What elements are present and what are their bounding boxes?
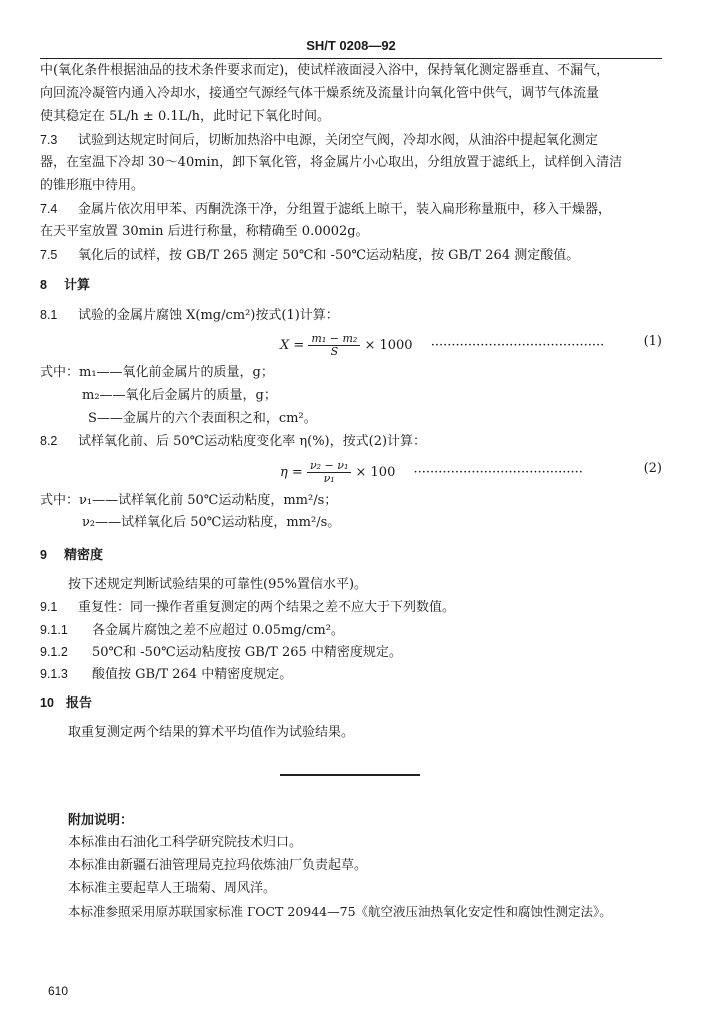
clause-7-3	[40, 131, 662, 150]
section-title: 计算	[64, 278, 91, 293]
clause-7-4	[40, 200, 662, 219]
equation-number: (2)	[643, 461, 662, 476]
clause-number: 9.1.1	[40, 623, 68, 637]
section-number: 8	[40, 278, 47, 292]
clause-text: 氧化后的试样，按 GB/T 265 测定 50℃和 -50℃运动粘度，按 GB/T 264 测定酸值。	[78, 248, 580, 263]
section-number: 10	[40, 696, 54, 710]
clause-8-1	[40, 306, 662, 325]
leader-dots: ·········································	[413, 465, 583, 480]
clause-text: 金属片依次用甲苯、丙酮洗涤干净，分组置于滤纸上晾干，装入扁形称量瓶中，移入干燥器，	[78, 202, 612, 217]
formula-multiplier: × 1000	[364, 338, 413, 353]
appendix-line: 本标准参照采用原苏联国家标准 ГОСТ 20944—75《航空液压油热氧化安定性和腐蚀性测定法》。	[68, 904, 612, 919]
formula-denominator: S	[330, 345, 339, 358]
clause-7-5	[40, 246, 662, 265]
clause-number: 9.1	[40, 600, 58, 614]
paragraph-line: 取重复测定两个结果的算术平均值作为试验结果。	[68, 725, 355, 740]
clause-number: 9.1.3	[40, 667, 68, 681]
formula-numerator: ν₂ − ν₁	[307, 460, 351, 473]
section-number: 9	[40, 548, 47, 562]
paragraph-line: 向回流冷凝管内通入冷却水，接通空气源经气体干燥系统及流量计向氧化管中供气，调节气体流量	[40, 86, 600, 101]
section-10-heading	[40, 694, 662, 713]
paragraph-line: 的锥形瓶中待用。	[40, 178, 145, 193]
where-line: ν₂——试样氧化后 50℃运动粘度，mm²/s。	[82, 515, 341, 530]
clause-text: 试验到达规定时间后，切断加热浴中电源，关闭空气阀，冷却水阀，从油浴中提起氧化测定	[78, 133, 599, 148]
appendix-line: 本标准由新疆石油管理局克拉玛依炼油厂负责起草。	[68, 858, 368, 873]
clause-text: 各金属片腐蚀之差不应超过 0.05mg/cm²。	[92, 623, 344, 638]
clause-text: 试样氧化前、后 50℃运动粘度变化率 η(%)，按式(2)计算：	[78, 434, 427, 449]
appendix-title: 附加说明：	[68, 813, 134, 828]
clause-number: 7.3	[40, 133, 58, 147]
section-9-heading	[40, 546, 662, 565]
formula-lhs: X =	[280, 338, 305, 353]
clause-9-1-2	[40, 643, 662, 662]
clause-text: 重复性：同一操作者重复测定的两个结果之差不应大于下列数值。	[78, 600, 456, 615]
leader-dots: ··········································	[430, 338, 605, 353]
end-of-text-rule	[280, 774, 420, 776]
paragraph-line: 使其稳定在 5L/h ± 0.1L/h，此时记下氧化时间。	[40, 109, 331, 124]
clause-number: 8.2	[40, 434, 58, 448]
clause-number: 8.1	[40, 308, 58, 322]
header-rule	[40, 58, 662, 59]
clause-text: 50℃和 -50℃运动粘度按 GB/T 265 中精密度规定。	[92, 645, 402, 660]
clause-9-1-3	[40, 665, 662, 684]
where-line: 式中：ν₁——试样氧化前 50℃运动粘度，mm²/s；	[40, 493, 338, 508]
section-title: 报告	[66, 696, 93, 711]
clause-9-1	[40, 598, 662, 617]
paragraph-line: 按下述规定判断试验结果的可靠性(95%置信水平)。	[68, 577, 368, 592]
clause-text: 试验的金属片腐蚀 X(mg/cm²)按式(1)计算：	[78, 308, 339, 323]
paragraph-line: 器，在室温下冷却 30～40min，卸下氧化管，将金属片小心取出，分组放置于滤纸上，试样倒入清洁	[40, 155, 623, 170]
clause-number: 9.1.2	[40, 645, 68, 659]
where-line: 式中：m₁——氧化前金属片的质量，g；	[40, 365, 274, 380]
clause-9-1-1	[40, 621, 662, 640]
formula-fraction	[308, 333, 360, 358]
appendix-line: 本标准主要起草人王瑞菊、周风洋。	[68, 881, 277, 896]
where-line: S——金属片的六个表面积之和，cm²。	[88, 411, 317, 426]
section-title: 精密度	[64, 548, 104, 563]
appendix-line: 本标准由石油化工科学研究院技术归口。	[68, 835, 303, 850]
formula-2	[280, 460, 662, 485]
paragraph-line: 在天平室放置 30min 后进行称量，称精确至 0.0002g。	[40, 224, 369, 239]
where-line: m₂——氧化后金属片的质量，g；	[82, 388, 277, 403]
equation-number: (1)	[643, 334, 662, 349]
section-8-heading	[40, 276, 662, 295]
formula-1	[280, 333, 662, 358]
formula-denominator: ν₁	[323, 472, 335, 485]
clause-8-2	[40, 432, 662, 451]
page-number: 610	[48, 984, 69, 998]
standard-code-header: SH/T 0208—92	[306, 38, 396, 53]
clause-number: 7.4	[40, 202, 58, 216]
clause-text: 酸值按 GB/T 264 中精密度规定。	[92, 667, 293, 682]
formula-multiplier: × 100	[355, 465, 396, 480]
formula-lhs: η =	[280, 465, 303, 480]
formula-numerator: m₁ − m₂	[308, 333, 360, 346]
clause-number: 7.5	[40, 248, 58, 262]
paragraph-line: 中(氧化条件根据油品的技术条件要求而定)，使试样液面浸入浴中，保持氧化测定器垂直、不漏气，	[40, 63, 610, 78]
formula-fraction	[307, 460, 351, 485]
